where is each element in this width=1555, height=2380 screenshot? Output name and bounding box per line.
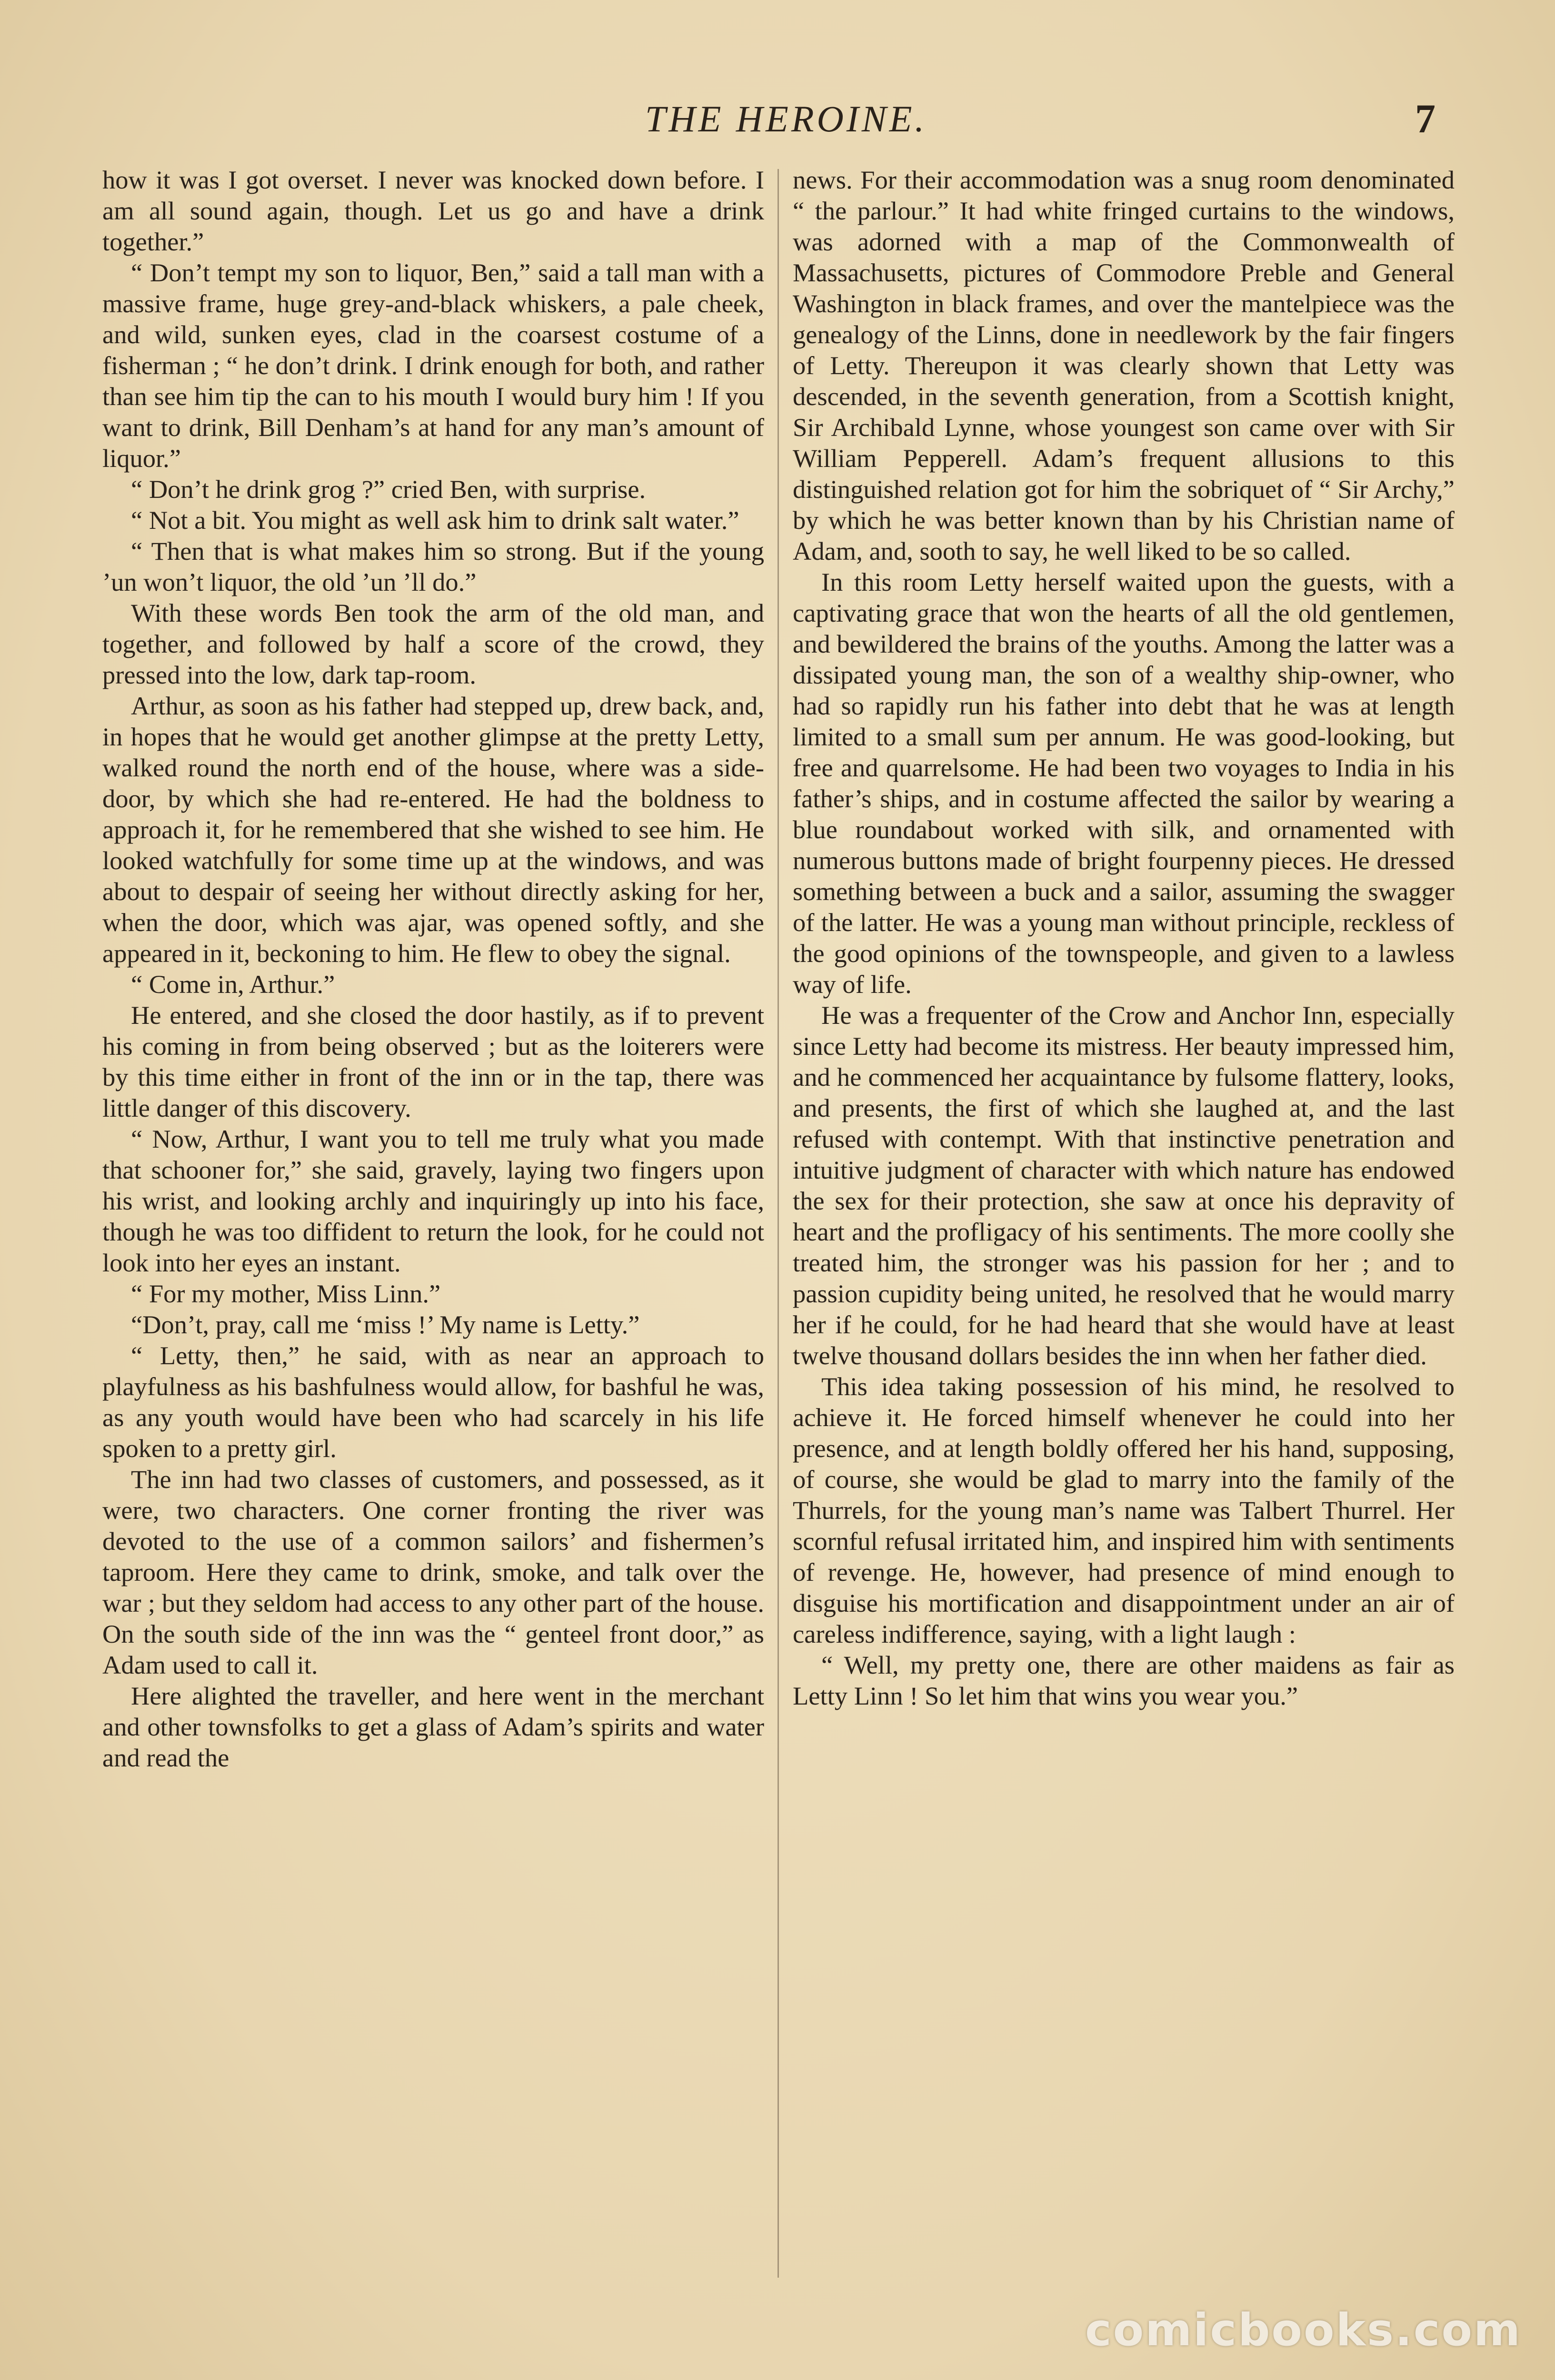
left-column — [102, 164, 764, 2292]
watermark: comicbooks.com — [1085, 2304, 1522, 2356]
paragraph: Arthur, as soon as his father had stepped up, drew back, and, in hopes that he would get another glimpse at the pretty Letty, walked round the north end of the house, where was a side-door, by which she had re-entered. He had the boldness to approach it, for he remembered that she wished to see him. He looked watchfully for some time up at the windows, and was about to despair of seeing her without directly asking for her, when the door, which was ajar, was opened softly, and she appeared in it, beckoning to him. He flew to obey the signal. — [102, 691, 764, 968]
paragraph: With these words Ben took the arm of the old man, and together, and followed by half a score of the crowd, they pressed into the low, dark tap-room. — [102, 598, 764, 689]
paragraph: “Don’t, pray, call me ‘miss !’ My name is Letty.” — [131, 1310, 640, 1339]
paragraph: “ Now, Arthur, I want you to tell me truly what you made that schooner for,” she said, gravely, laying two fingers upon his wrist, and looking archly and inquiringly up into his face, though he was too diffident to return the look, for he could not look into her eyes an instant. — [102, 1124, 764, 1277]
paragraph: He entered, and she closed the door hastily, as if to prevent his coming in from being observed ; but as the loiterers were by this time either in front of the inn or in the tap, there was little danger of this discovery. — [102, 1001, 764, 1122]
page-number: 7 — [1415, 96, 1435, 141]
page-header — [102, 98, 1455, 150]
paragraph: The inn had two classes of customers, and possessed, as it were, two characters. One corner fronting the river was devoted to the use of a common sailors’ and fishermen’s taproom. Here they came to drink, smoke, and talk over the war ; but they seldom had access to any other part of the house. On the south side of the inn was the “ genteel front door,” as Adam used to call it. — [102, 1465, 764, 1679]
paragraph: “ Come in, Arthur.” — [131, 970, 335, 999]
paragraph: how it was I got overset. I never was knocked down before. I am all sound again, though. Let us go and have a drink together.” — [102, 165, 764, 256]
paragraph: “ Don’t tempt my son to liquor, Ben,” said a tall man with a massive frame, huge grey-and-black whiskers, a pale cheek, and wild, sunken eyes, clad in the coarsest costume of a fisherman ; “ he don’t drink. I drink enough for both, and rather than see him tip the can to his mouth I would bury him ! If you want to drink, Bill Denham’s at hand for any man’s amount of liquor.” — [102, 258, 764, 473]
paragraph: “ Letty, then,” he said, with as near an approach to playfulness as his bashfulness would allow, for bashful he was, as any youth would have been who had scarcely in his life spoken to a pretty girl. — [102, 1341, 764, 1463]
paragraph: Here alighted the traveller, and here went in the merchant and other townsfolks to get a glass of Adam’s spirits and water and read the — [102, 1681, 764, 1772]
paragraph: This idea taking possession of his mind, he resolved to achieve it. He forced himself whenever he could into her presence, and at length boldly offered her his hand, supposing, of course, she would be glad to marry into the family of the Thurrels, for the young man’s name was Talbert Thurrel. Her scornful refusal irritated him, and inspired him with sentiments of revenge. He, however, had presence of mind enough to disguise his mortification and disappointment under an air of careless indifference, saying, with a light laugh : — [793, 1372, 1455, 1648]
paragraph: news. For their accommodation was a snug room denominated “ the parlour.” It had white fringed curtains to the windows, was adorned with a map of the Commonwealth of Massachusetts, pictures of Commodore Preble and General Washington in black frames, and over the mantelpiece was the genealogy of the Linns, done in needlework by the fair fingers of Letty. Thereupon it was clearly shown that Letty was descended, in the seventh generation, from a Scottish knight, Sir Archibald Lynne, whose youngest son came over with Sir William Pepperell. Adam’s frequent allusions to this distinguished relation got for him the sobriquet of “ Sir Archy,” by which he was better known than by his Christian name of Adam, and, sooth to say, he well liked to be so called. — [793, 165, 1455, 565]
right-column — [793, 164, 1455, 2292]
running-title: THE HEROINE. — [645, 98, 927, 139]
paragraph: “ For my mother, Miss Linn.” — [131, 1279, 441, 1308]
paragraph: “ Then that is what makes him so strong. But if the young ’un won’t liquor, the old ’un ’ll do.” — [102, 536, 764, 596]
column-divider — [778, 169, 779, 2278]
paragraph: “ Don’t he drink grog ?” cried Ben, with surprise. — [131, 475, 646, 504]
paragraph: In this room Letty herself waited upon the guests, with a captivating grace that won the hearts of all the old gentlemen, and bewildered the brains of the youths. Among the latter was a dissipated young man, the son of a wealthy ship-owner, who had so rapidly run his father into debt that he was at length limited to a small sum per annum. He was good-looking, but free and quarrelsome. He had been two voyages to India in his father’s ships, and in costume affected the sailor by wearing a blue roundabout worked with silk, and ornamented with numerous buttons made of bright fourpenny pieces. He dressed something between a buck and a sailor, assuming the swagger of the latter. He was a young man without principle, reckless of the good opinions of the townspeople, and given to a lawless way of life. — [793, 567, 1455, 999]
paragraph: “ Not a bit. You might as well ask him to drink salt water.” — [131, 506, 739, 535]
paragraph: He was a frequenter of the Crow and Anchor Inn, especially since Letty had become its mistress. Her beauty impressed him, and he commenced her acquaintance by fulsome flattery, looks, and presents, the first of which she laughed at, and the last refused with contempt. With that instinctive penetration and intuitive judgment of character with which nature has endowed the sex for their protection, she saw at once his depravity of heart and the profligacy of his sentiments. The more coolly she treated him, the stronger was his passion for her ; and to passion cupidity being united, he resolved that he would marry her if he could, for he had heard that she would have at least twelve thousand dollars besides the inn when her father died. — [793, 1001, 1455, 1370]
paragraph: “ Well, my pretty one, there are other maidens as fair as Letty Linn ! So let him that wins you wear you.” — [793, 1650, 1455, 1710]
